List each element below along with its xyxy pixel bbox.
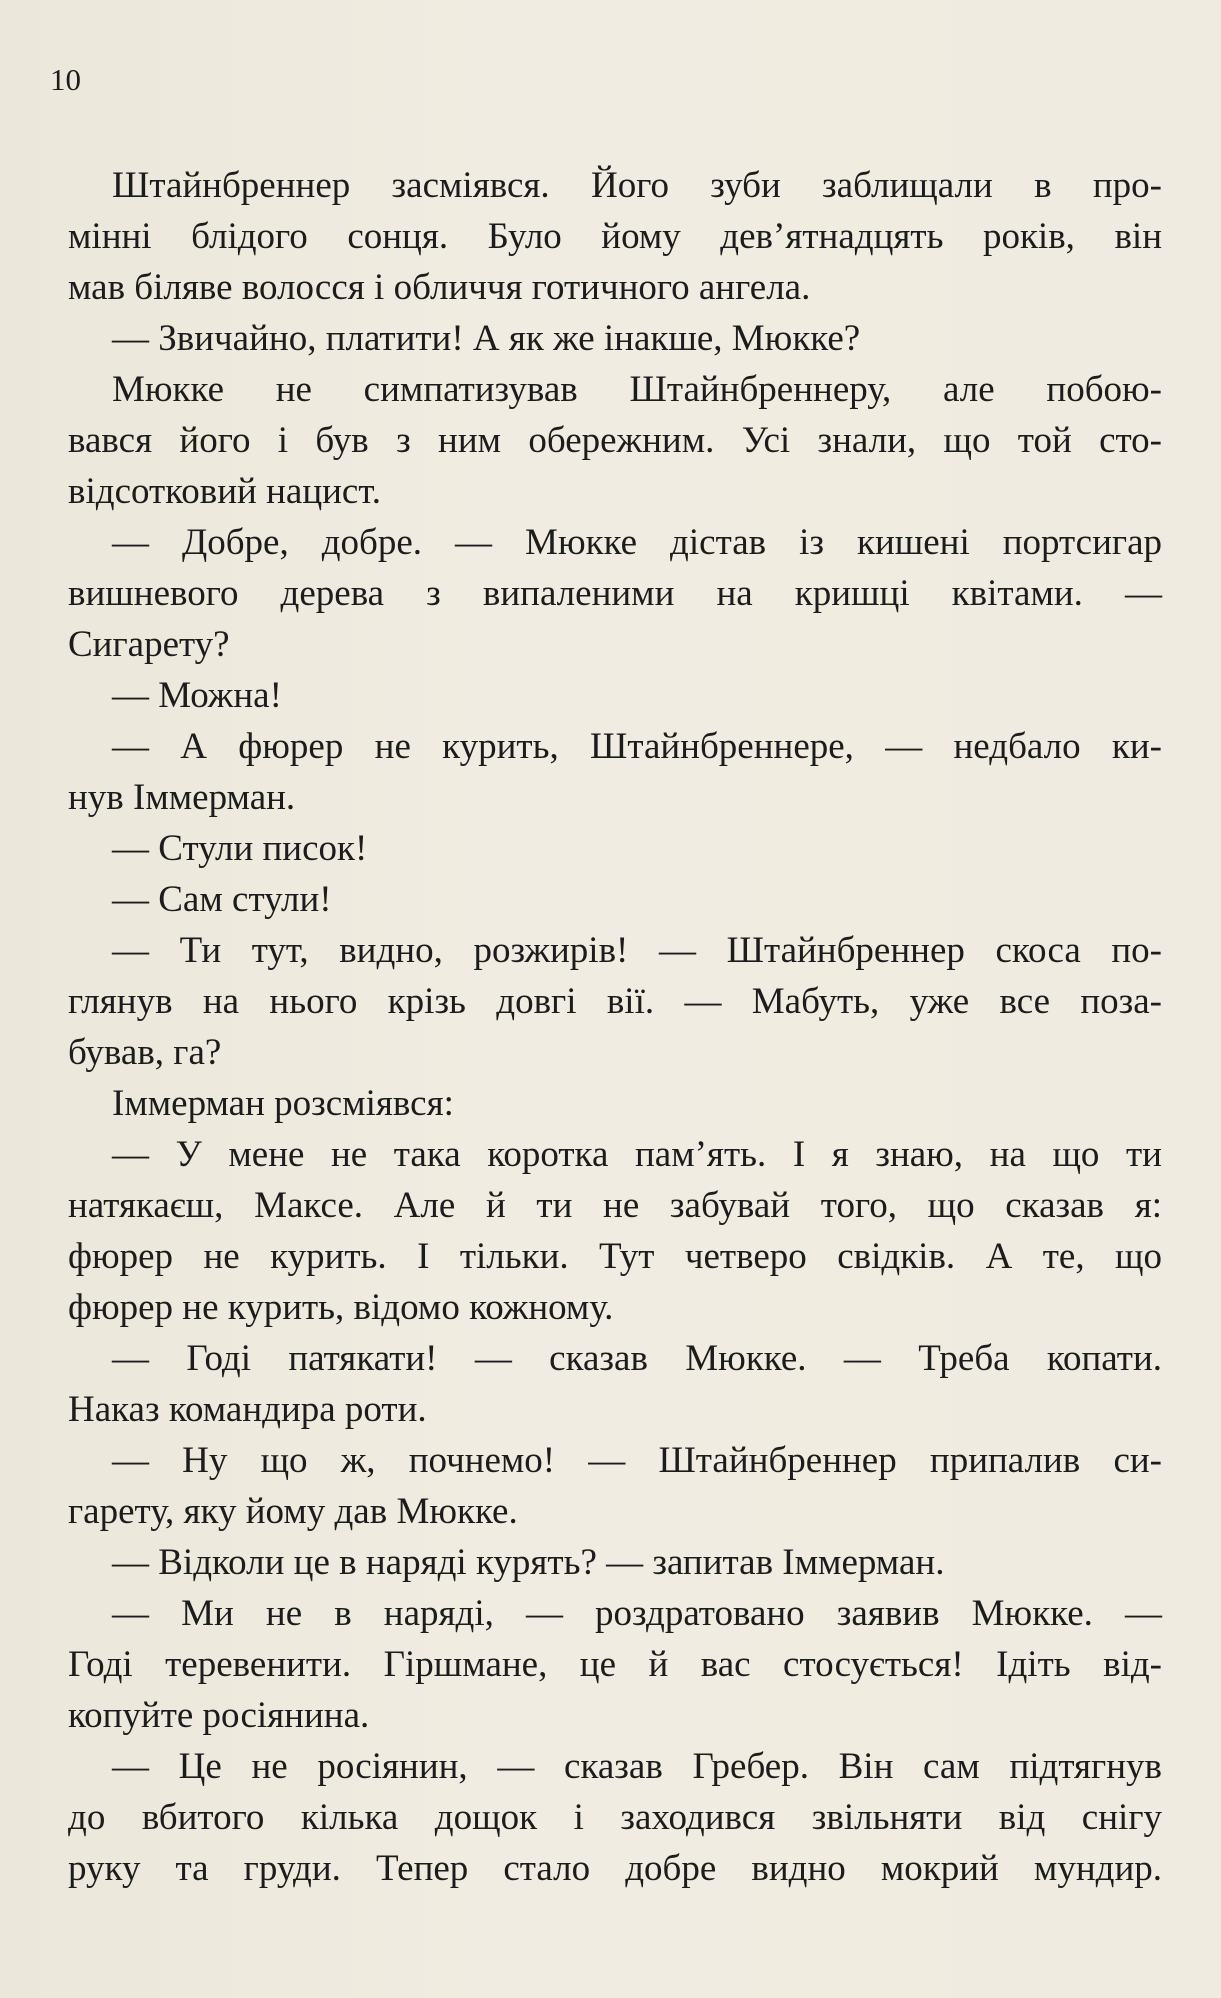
text-line: — У мене не така коротка пам’ять. І я знаю, на що ти	[112, 1134, 1162, 1175]
text-line: — Добре, добре. — Мюкке дістав із кишені портсигар	[112, 522, 1162, 563]
text-line: — Годі патякати! — сказав Мюкке. — Треба копати.	[112, 1338, 1162, 1379]
text-line: глянув на нього крізь довгі вії. — Мабуть, уже все поза-	[68, 981, 1162, 1022]
text-line: — Можна!	[112, 675, 282, 716]
text-line: — Це не росіянин, — сказав Гребер. Він сам підтягнув	[112, 1746, 1162, 1787]
text-line: Годі теревенити. Гіршмане, це й вас стосується! Ідіть від-	[68, 1644, 1162, 1685]
text-line: до вбитого кілька дощок і заходився звільняти від снігу	[68, 1797, 1162, 1838]
text-line: — Ну що ж, почнемо! — Штайнбреннер припалив си-	[112, 1440, 1162, 1481]
text-line: копуйте росіянина.	[68, 1695, 370, 1736]
text-line: — Ми не в наряді, — роздратовано заявив Мюкке. —	[112, 1593, 1162, 1634]
text-line: Іммерман розсміявся:	[112, 1083, 454, 1124]
text-line: мінні блідого сонця. Було йому дев’ятнадцять років, він	[68, 216, 1162, 257]
text-line: — Відколи це в наряді курять? — запитав Іммерман.	[112, 1542, 945, 1583]
text-line: Наказ командира роти.	[68, 1389, 427, 1430]
text-line: руку та груди. Тепер стало добре видно мокрий мундир.	[68, 1848, 1162, 1889]
text-line: вишневого дерева з випаленими на кришці квітами. —	[68, 573, 1162, 614]
text-line: гарету, яку йому дав Мюкке.	[68, 1491, 518, 1532]
text-line: нув Іммерман.	[68, 777, 296, 818]
page-number: 10	[50, 62, 81, 97]
text-line: бував, га?	[68, 1032, 222, 1073]
text-line: натякаєш, Максе. Але й ти не забувай того, що сказав я:	[68, 1185, 1162, 1226]
text-line: мав біляве волосся і обличчя готичного ангела.	[68, 267, 811, 308]
text-line: — Звичайно, платити! А як же інакше, Мюкке?	[112, 318, 861, 359]
body-text	[68, 160, 1162, 1894]
text-line: вався його і був з ним обережним. Усі знали, що той сто-	[68, 420, 1162, 461]
text-line: фюрер не курить, відомо кожному.	[68, 1287, 614, 1328]
text-line: — Стули писок!	[112, 828, 368, 869]
text-line: — Сам стули!	[112, 879, 332, 920]
text-line: Штайнбреннер засміявся. Його зуби заблищали в про-	[112, 165, 1162, 206]
text-line: — Ти тут, видно, розжирів! — Штайнбреннер скоса по-	[112, 930, 1162, 971]
text-line: Мюкке не симпатизував Штайнбреннеру, але побою-	[112, 369, 1162, 410]
text-line: Сигарету?	[68, 624, 230, 665]
text-line: відсотковий нацист.	[68, 471, 381, 512]
text-line: фюрер не курить. І тільки. Тут четверо свідків. А те, що	[68, 1236, 1162, 1277]
text-line: — А фюрер не курить, Штайнбреннере, — недбало ки-	[112, 726, 1162, 767]
